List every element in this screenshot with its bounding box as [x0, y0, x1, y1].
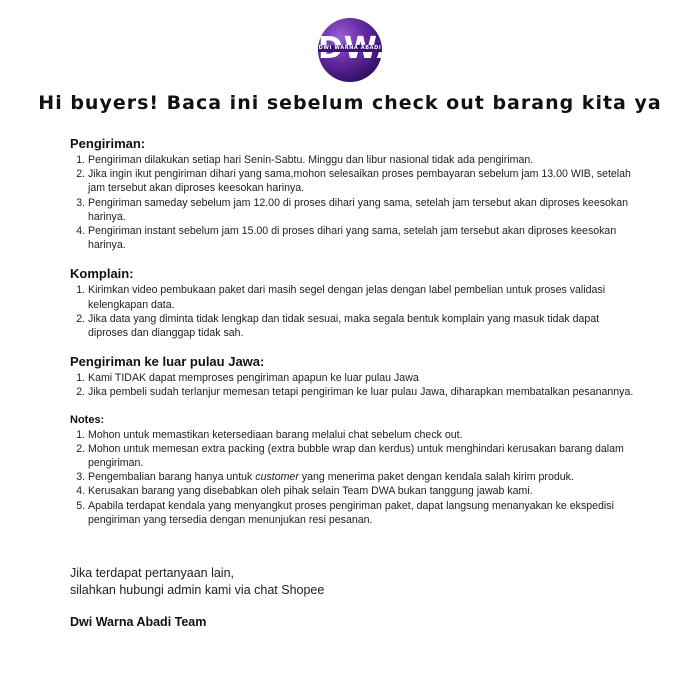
- team-signature: Dwi Warna Abadi Team: [70, 615, 207, 629]
- content: [70, 136, 635, 541]
- section-heading: Notes:: [70, 413, 105, 426]
- list-item: [88, 470, 635, 484]
- list-item: 4. Kerusakan barang yang disebabkan oleh pihak selain Team DWA bukan tanggung jawab kami.: [88, 484, 635, 498]
- pengiriman-list: [70, 153, 635, 252]
- list-item-italic: customer: [255, 471, 299, 484]
- list-item: 3. Pengiriman sameday sebelum jam 12.00 di proses dihari yang sama, setelah jam tersebut akan diproses keesokan harinya.: [88, 196, 635, 224]
- luar-jawa-list: [70, 371, 635, 399]
- section-pengiriman: [70, 136, 635, 252]
- list-item: 1. Pengiriman dilakukan setiap hari Senin-Sabtu. Minggu dan libur nasional tidak ada pengiriman.: [88, 153, 635, 167]
- list-item: 2. Jika data yang diminta tidak lengkap dan tidak sesuai, maka segala bentuk komplain yang masuk tidak dapat diproses dan dianggap tidak sah.: [88, 312, 635, 340]
- section-heading: Pengiriman ke luar pulau Jawa:: [70, 354, 265, 370]
- section-notes: [70, 414, 635, 527]
- list-item: 1. Kirimkan video pembukaan paket dari masih segel dengan jelas dengan label pembelian untuk proses validasi kelengkapan data.: [88, 283, 635, 311]
- section-heading: Pengiriman:: [70, 136, 146, 151]
- page-title: Hi buyers! Baca ini sebelum check out barang kita ya: [38, 92, 662, 114]
- closing-message: [70, 565, 324, 599]
- closing-line: silahkan hubungi admin kami via chat Shopee: [70, 583, 325, 597]
- section-komplain: [70, 266, 635, 340]
- list-item: 2. Jika pembeli sudah terlanjur memesan tetapi pengiriman ke luar pulau Jawa, diharapkan membatalkan pesanannya.: [88, 385, 635, 399]
- list-item-text: Pengembalian barang hanya untuk: [88, 471, 256, 484]
- list-item: 5. Apabila terdapat kendala yang menyangkut proses pengiriman paket, dapat langsung menanyakan ke ekspedisi pengiriman yang tersedia dengan menunjukan resi pesanan.: [88, 499, 635, 527]
- komplain-list: [70, 283, 635, 340]
- list-item: 2. Mohon untuk memesan extra packing (extra bubble wrap dan kerdus) untuk menghindari kerusakan barang dalam pengiriman.: [88, 442, 635, 470]
- list-item: 2. Jika ingin ikut pengiriman dihari yang sama,mohon selesaikan proses pembayaran sebelum jam 13.00 WIB, setelah jam tersebut akan diproses keesokan harinya.: [88, 167, 635, 195]
- closing-line: Jika terdapat pertanyaan lain,: [70, 566, 234, 580]
- list-item: 1. Kami TIDAK dapat memproses pengiriman apapun ke luar pulau Jawa: [88, 371, 635, 385]
- list-item: 4. Pengiriman instant sebelum jam 15.00 di proses dihari yang sama, setelah jam tersebut akan diproses keesokan harinya.: [88, 224, 635, 252]
- logo-subtext: DWI WARNA ABADI: [318, 45, 382, 51]
- section-luar-jawa: [70, 354, 635, 399]
- list-item: 1. Mohon untuk memastikan ketersediaan barang melalui chat sebelum check out.: [88, 428, 635, 442]
- dwa-logo: [318, 18, 382, 82]
- section-heading: Komplain:: [70, 266, 134, 282]
- list-item-text: yang menerima paket dengan kendala salah kirim produk.: [298, 471, 574, 484]
- notes-list: [70, 428, 635, 527]
